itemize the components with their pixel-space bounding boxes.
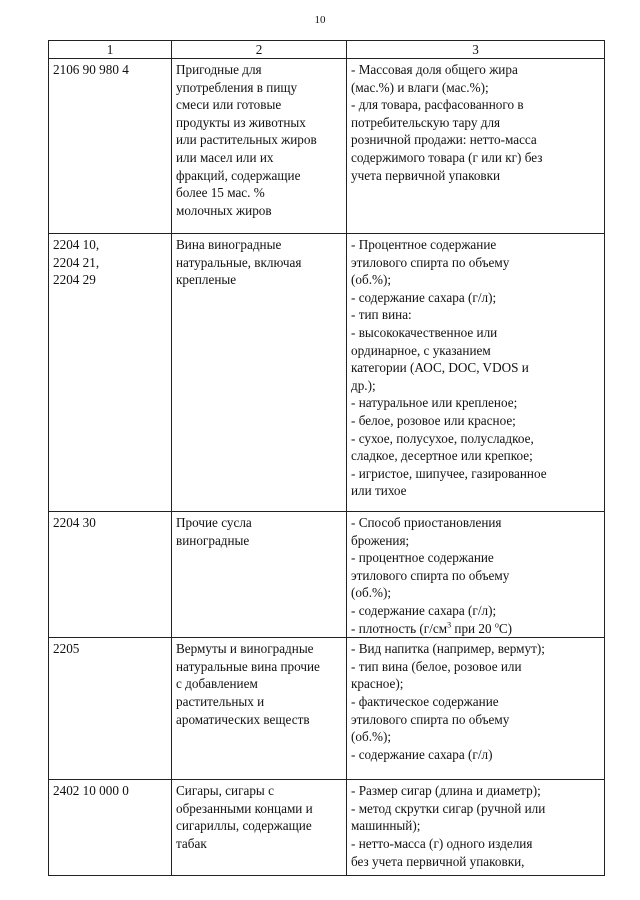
- cell-line: содержимого товара (г или кг) без: [351, 149, 543, 165]
- name-cell: [172, 512, 347, 638]
- cell-line: - Способ приостановления: [351, 515, 502, 530]
- cell-line: - сухое, полусухое, полусладкое,: [351, 430, 534, 446]
- code-cell: [49, 59, 172, 234]
- cell-line: - содержание сахара (г/л);: [351, 289, 497, 305]
- cell-line: - Размер сигар (длина и диаметр);: [351, 783, 541, 799]
- cell-line: сигариллы, содержащие: [176, 818, 312, 834]
- cell-line: красное);: [351, 676, 404, 692]
- cell-line: - белое, розовое или красное;: [351, 412, 516, 428]
- header-col-2: 2: [172, 41, 347, 59]
- cell-line: этилового спирта по объему: [351, 254, 510, 270]
- requirements-cell: [347, 780, 605, 876]
- density-prefix: - плотность (г/см: [351, 620, 448, 636]
- cell-line: ароматических веществ: [176, 711, 310, 727]
- cell-line: Сигары, сигары с: [176, 783, 274, 799]
- cell-line: 2204 30: [53, 515, 96, 530]
- cell-line: машинный);: [351, 818, 421, 834]
- cell-line: табак: [176, 835, 207, 851]
- table-row: [49, 512, 605, 638]
- cell-line: - натуральное или крепленое;: [351, 395, 518, 411]
- cell-line: (об.%);: [351, 272, 392, 288]
- cell-line: Прочие сусла: [176, 515, 252, 530]
- table-row: [49, 780, 605, 876]
- header-col-3: 3: [347, 41, 605, 59]
- code-cell: [49, 780, 172, 876]
- cell-line: - Вид напитка (например, вермут);: [351, 641, 545, 657]
- cell-line: сладкое, десертное или крепкое;: [351, 448, 533, 464]
- cell-line: брожения;: [351, 532, 410, 548]
- cell-line: категории (АОС, DOC, VDOS и: [351, 360, 529, 376]
- cell-line: - тип вина (белое, розовое или: [351, 658, 522, 674]
- cell-line: фракций, содержащие: [176, 167, 301, 183]
- cell-line: - Массовая доля общего жира: [351, 62, 518, 77]
- table-row: [49, 234, 605, 512]
- cell-line: - содержание сахара (г/л): [351, 746, 493, 762]
- cell-line: ординарное, с указанием: [351, 342, 491, 358]
- cell-line: этилового спирта по объему: [351, 711, 510, 727]
- cell-line: Пригодные для: [176, 62, 262, 77]
- name-cell: [172, 780, 347, 876]
- code-cell: [49, 234, 172, 512]
- cell-line: или растительных жиров: [176, 132, 317, 148]
- cell-line: молочных жиров: [176, 202, 272, 218]
- cell-line: др.);: [351, 377, 376, 393]
- cell-line: растительных и: [176, 693, 265, 709]
- cell-line: учета первичной упаковки: [351, 167, 501, 183]
- requirements-cell: [347, 638, 605, 780]
- cell-line: виноградные: [176, 532, 250, 548]
- table-header-row: [49, 41, 605, 59]
- cell-line: смеси или готовые: [176, 97, 282, 113]
- requirements-table: [48, 40, 605, 876]
- cell-line: (об.%);: [351, 729, 392, 745]
- table-row: [49, 638, 605, 780]
- header-col-1: 1: [49, 41, 172, 59]
- cell-line: - содержание сахара (г/л);: [351, 602, 497, 618]
- cell-line: крепленые: [176, 272, 237, 288]
- cell-line: с добавлением: [176, 676, 258, 692]
- cell-line: - процентное содержание: [351, 550, 494, 566]
- cell-line: Вермуты и виноградные: [176, 641, 314, 657]
- cell-line: 2204 21,: [53, 254, 100, 270]
- cell-line: или масел или их: [176, 149, 274, 165]
- requirements-cell: [347, 59, 605, 234]
- cell-line: более 15 мас. %: [176, 185, 265, 201]
- cell-line: натуральные вина прочие: [176, 658, 320, 674]
- name-cell: [172, 638, 347, 780]
- cell-line: 2204 29: [53, 272, 96, 288]
- cell-line: (мас.%) и влаги (мас.%);: [351, 79, 489, 95]
- cell-line: - метод скрутки сигар (ручной или: [351, 800, 546, 816]
- cell-line: употребления в пищу: [176, 79, 298, 95]
- cell-line: натуральные, включая: [176, 254, 302, 270]
- cell-line: потребительскую тару для: [351, 114, 501, 130]
- cell-line: Вина виноградные: [176, 237, 282, 252]
- cell-line: обрезанными концами и: [176, 800, 313, 816]
- table-row: [49, 59, 605, 234]
- cell-line: - для товара, расфасованного в: [351, 97, 524, 113]
- cell-line: - высококачественное или: [351, 324, 498, 340]
- density-suffix: С): [498, 620, 513, 636]
- cell-line: розничной продажи: нетто-масса: [351, 132, 537, 148]
- code-cell: [49, 638, 172, 780]
- cell-line: - нетто-масса (г) одного изделия: [351, 835, 533, 851]
- cell-line: - Процентное содержание: [351, 237, 497, 252]
- cell-line: продукты из животных: [176, 114, 306, 130]
- name-cell: [172, 234, 347, 512]
- cell-line: - игристое, шипучее, газированное: [351, 465, 547, 481]
- cell-line: 2204 10,: [53, 237, 100, 252]
- cell-line: или тихое: [351, 483, 407, 499]
- cell-line: - тип вина:: [351, 307, 412, 323]
- cell-line: - фактическое содержание: [351, 693, 499, 709]
- density-line: [351, 620, 600, 638]
- code-cell: [49, 512, 172, 638]
- cell-line: (об.%);: [351, 585, 392, 601]
- cell-line: 2205: [53, 641, 80, 657]
- requirements-cell: [347, 234, 605, 512]
- cell-line: этилового спирта по объему: [351, 567, 510, 583]
- density-deg: о: [494, 620, 499, 630]
- name-cell: [172, 59, 347, 234]
- cell-line: без учета первичной упаковки,: [351, 853, 525, 869]
- density-exp: 3: [447, 620, 452, 630]
- page-number: 10: [314, 14, 326, 26]
- density-middle: при 20: [451, 620, 495, 636]
- cell-line: 2106 90 980 4: [53, 62, 129, 77]
- cell-line: 2402 10 000 0: [53, 783, 129, 799]
- requirements-cell: [347, 512, 605, 638]
